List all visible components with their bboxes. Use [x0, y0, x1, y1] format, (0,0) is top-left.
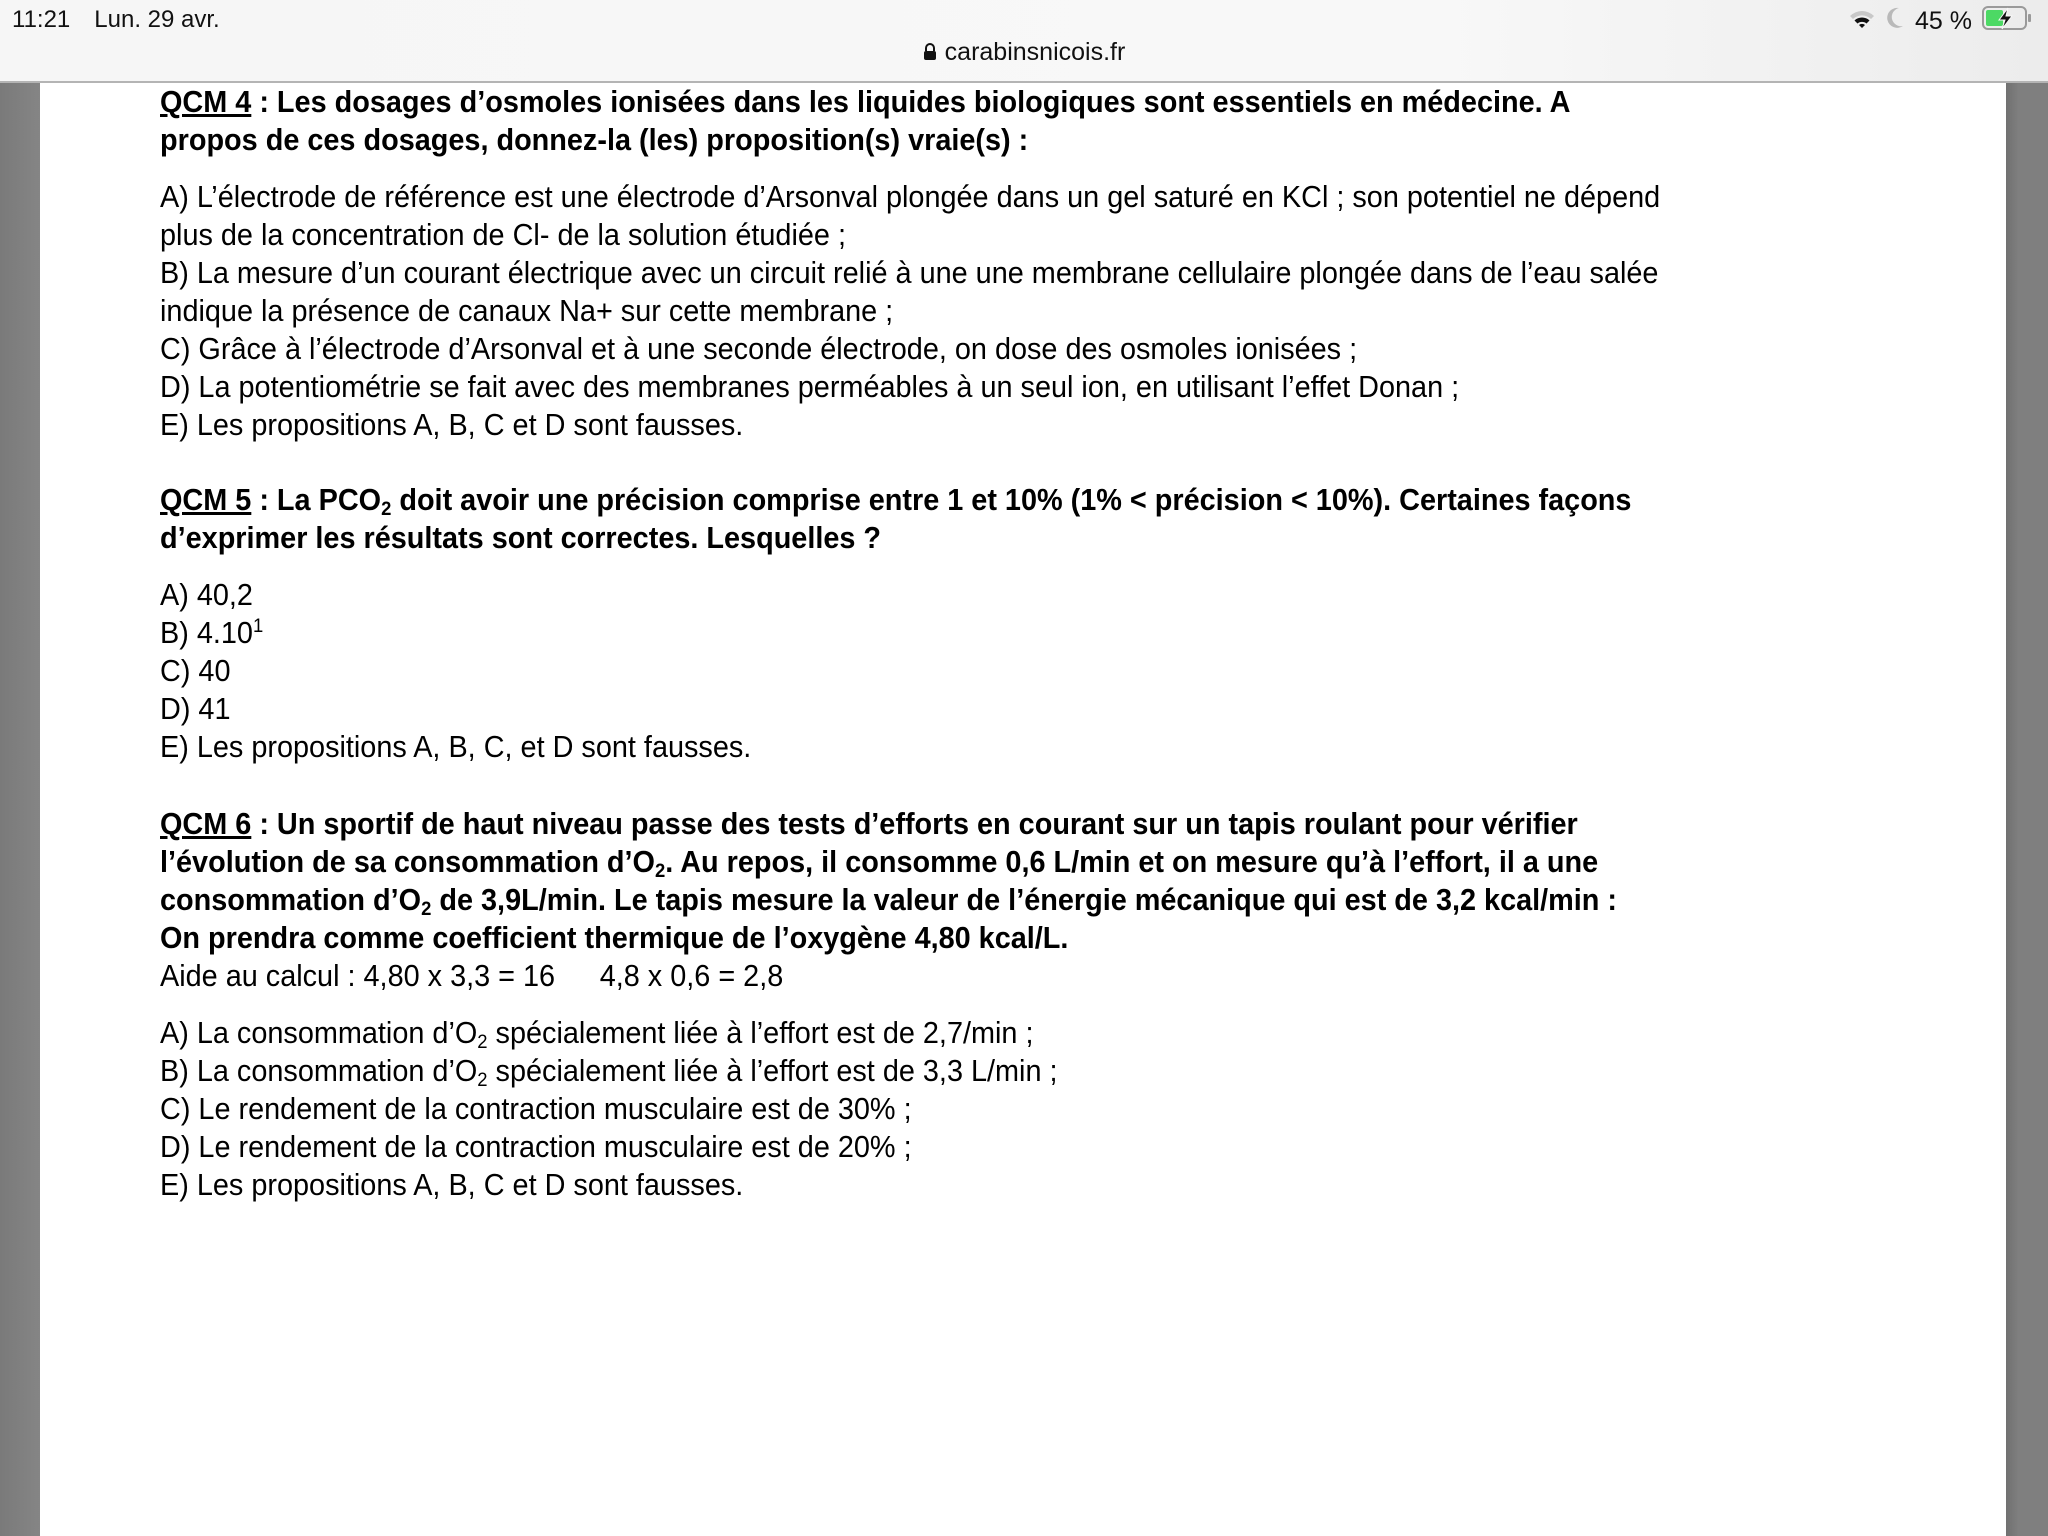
qcm-6-question-line-4: On prendra comme coefficient thermique de l’oxygène 4,80 kcal/L. — [160, 920, 1069, 955]
qcm-4-option-a-line-1: A) L’électrode de référence est une électrode d’Arsonval plongée dans un gel saturé en KCl ; son potentiel ne dépend — [160, 179, 1661, 214]
qcm-4-option-c: C) Grâce à l’électrode d’Arsonval et à une seconde électrode, on dose des osmoles ionisées ; — [160, 331, 1358, 366]
page-margin-right — [2006, 83, 2048, 1536]
qcm-6-option-e: E) Les propositions A, B, C et D sont fausses. — [160, 1167, 744, 1202]
qcm-6-option-a-2: spécialement liée à l’effort est de 2,7/min ; — [487, 1015, 1034, 1050]
qcm-6-question-line-1 — [160, 805, 1617, 843]
qcm-4-option-d: D) La potentiométrie se fait avec des membranes perméables à un seul ion, en utilisant l’effet Donan ; — [160, 369, 1460, 404]
qcm-4-number: QCM 4 — [160, 84, 252, 119]
qcm-5-question-part-1: : La PCO — [251, 482, 382, 517]
qcm-5-subscript: 2 — [381, 497, 392, 520]
qcm-6-option-b — [160, 1052, 1617, 1090]
qcm-6-calc-help — [160, 957, 1617, 995]
qcm-6-option-c: C) Le rendement de la contraction musculaire est de 30% ; — [160, 1091, 912, 1126]
qcm-5-option-e: E) Les propositions A, B, C, et D sont fausses. — [160, 729, 752, 764]
qcm-5-question-line-1 — [160, 481, 1631, 519]
qcm-6-calc-help-1: Aide au calcul : 4,80 x 3,3 = 16 — [160, 958, 556, 993]
browser-top-bar — [0, 0, 2048, 83]
status-date: Lun. 29 avr. — [94, 6, 220, 33]
qcm-5-option-c: C) 40 — [160, 653, 231, 688]
qcm-5-option-b-base: B) 4.10 — [160, 615, 253, 650]
qcm-6-question-line-2 — [160, 843, 1617, 881]
qcm-4-option-b-line-2: indique la présence de canaux Na+ sur cette membrane ; — [160, 293, 894, 328]
qcm-6-question-line-3 — [160, 881, 1617, 919]
qcm-4-option-a-line-2: plus de la concentration de Cl- de la solution étudiée ; — [160, 217, 846, 252]
qcm-6-line-3-a: consommation d’O — [160, 882, 422, 917]
qcm-5-option-b — [160, 614, 1631, 652]
qcm-5-option-a: A) 40,2 — [160, 577, 253, 612]
qcm-6-option-d: D) Le rendement de la contraction musculaire est de 20% ; — [160, 1129, 912, 1164]
qcm-5-question-part-2: doit avoir une précision comprise entre 1 et 10% (1% < précision < 10%). Certaines façons — [391, 482, 1632, 517]
status-time: 11:21 — [12, 6, 71, 33]
qcm-6-number: QCM 6 — [160, 806, 252, 841]
qcm-6 — [160, 805, 1617, 1204]
qcm-5-option-b-exponent: 1 — [252, 615, 264, 638]
qcm-5 — [160, 481, 1631, 766]
qcm-6-option-a — [160, 1014, 1617, 1052]
qcm-6-calc-help-2: 4,8 x 0,6 = 2,8 — [599, 958, 784, 993]
status-bar-left — [12, 6, 220, 34]
qcm-6-line-2-subscript: 2 — [654, 859, 666, 882]
qcm-4-question-line-2: propos de ces dosages, donnez-la (les) proposition(s) vraie(s) : — [160, 122, 1029, 157]
qcm-6-option-b-2: spécialement liée à l’effort est de 3,3 L/min ; — [487, 1053, 1058, 1088]
qcm-4-question-line-1 — [160, 83, 1660, 121]
qcm-5-option-d: D) 41 — [160, 691, 231, 726]
qcm-4-option-b-line-1: B) La mesure d’un courant électrique avec un circuit relié à une une membrane cellulaire plongée dans de l’eau salée — [160, 255, 1659, 290]
qcm-4 — [160, 83, 1660, 444]
page-margin-left — [0, 83, 40, 1536]
lock-icon — [923, 39, 937, 68]
qcm-5-number: QCM 5 — [160, 482, 252, 517]
qcm-6-line-3-subscript: 2 — [421, 897, 432, 920]
address-bar[interactable] — [0, 38, 2048, 68]
qcm-6-question-text-1: : Un sportif de haut niveau passe des tests d’efforts en courant sur un tapis roulant pour vérifier — [251, 806, 1578, 841]
qcm-6-option-b-1: B) La consommation d’O — [160, 1053, 478, 1088]
qcm-4-question-text-1: : Les dosages d’osmoles ionisées dans les liquides biologiques sont essentiels en médecine. A — [251, 84, 1571, 119]
address-domain: carabinsnicois.fr — [944, 38, 1126, 66]
qcm-6-line-2-b: . Au repos, il consomme 0,6 L/min et on mesure qu’à l’effort, il a une — [665, 844, 1599, 879]
document-page — [40, 83, 2006, 1536]
qcm-6-option-a-subscript: 2 — [477, 1030, 488, 1053]
qcm-6-option-a-1: A) La consommation d’O — [160, 1015, 478, 1050]
status-bar-right — [1849, 5, 2032, 37]
qcm-6-line-3-b: de 3,9L/min. Le tapis mesure la valeur de l’énergie mécanique qui est de 3,2 kcal/min : — [431, 882, 1618, 917]
wifi-icon — [1849, 7, 1875, 36]
qcm-6-line-2-a: l’évolution de sa consommation d’O — [160, 844, 655, 879]
qcm-5-question-line-2: d’exprimer les résultats sont correctes. Lesquelles ? — [160, 520, 882, 555]
qcm-6-option-b-subscript: 2 — [477, 1068, 488, 1091]
qcm-4-option-e: E) Les propositions A, B, C et D sont fausses. — [160, 407, 744, 442]
battery-charging-icon — [1982, 5, 2032, 38]
battery-percent: 45 % — [1915, 6, 1972, 35]
moon-icon — [1885, 6, 1905, 37]
